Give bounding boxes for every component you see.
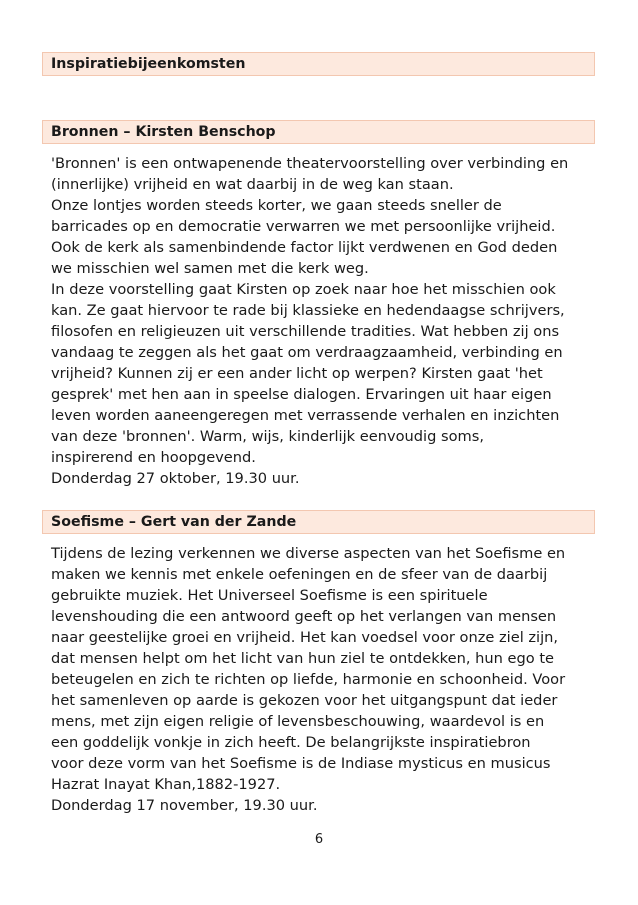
- text-line: van deze 'bronnen'. Warm, wijs, kinderlijk eenvoudig soms,: [51, 428, 484, 445]
- section-heading-inspiratiebijeenkomsten: Inspiratiebijeenkomsten: [42, 52, 595, 76]
- text-line: naar geestelijke groei en vrijheid. Het kan voedsel voor onze ziel zijn,: [51, 629, 559, 646]
- event-date: Donderdag 17 november, 19.30 uur.: [51, 797, 318, 814]
- text-line: het samenleven op aarde is gekozen voor het uitgangspunt dat ieder: [51, 692, 558, 709]
- bronnen-body: [51, 153, 603, 489]
- text-line: barricades op en democratie verwarren we met persoonlijke vrijheid.: [51, 218, 556, 235]
- section-heading-soefisme: Soefisme – Gert van der Zande: [42, 510, 595, 534]
- text-line: filosofen en religieuzen uit verschillende tradities. Wat hebben zij ons: [51, 323, 560, 340]
- text-line: we misschien wel samen met die kerk weg.: [51, 260, 369, 277]
- text-line: dat mensen helpt om het licht van hun ziel te ontdekken, hun ego te: [51, 650, 555, 667]
- text-line: Ook de kerk als samenbindende factor lijkt verdwenen en God deden: [51, 239, 558, 256]
- text-line: mens, met zijn eigen religie of levensbeschouwing, waardevol is en: [51, 713, 545, 730]
- text-line: gesprek' met hen aan in speelse dialogen. Ervaringen uit haar eigen: [51, 386, 552, 403]
- text-line: kan. Ze gaat hiervoor te rade bij klassieke en hedendaagse schrijvers,: [51, 302, 565, 319]
- text-line: vandaag te zeggen als het gaat om verdraagzaamheid, verbinding en: [51, 344, 563, 361]
- text-line: beteugelen en zich te richten op liefde, harmonie en schoonheid. Voor: [51, 671, 566, 688]
- text-line: leven worden aaneengeregen met verrassende verhalen en inzichten: [51, 407, 560, 424]
- text-line: 'Bronnen' is een ontwapenende theatervoorstelling over verbinding en: [51, 155, 569, 172]
- text-line: Onze lontjes worden steeds korter, we gaan steeds sneller de: [51, 197, 502, 214]
- soefisme-body: [51, 543, 603, 816]
- text-line: In deze voorstelling gaat Kirsten op zoek naar hoe het misschien ook: [51, 281, 556, 298]
- page-number: 6: [314, 832, 324, 847]
- text-line: Hazrat Inayat Khan,1882-1927.: [51, 776, 281, 793]
- text-line: gebruikte muziek. Het Universeel Soefisme is een spirituele: [51, 587, 488, 604]
- event-date: Donderdag 27 oktober, 19.30 uur.: [51, 470, 300, 487]
- text-line: een goddelijk vonkje in zich heeft. De belangrijkste inspiratiebron: [51, 734, 531, 751]
- text-line: maken we kennis met enkele oefeningen en de sfeer van de daarbij: [51, 566, 548, 583]
- text-line: vrijheid? Kunnen zij er een ander licht op werpen? Kirsten gaat 'het: [51, 365, 543, 382]
- text-line: voor deze vorm van het Soefisme is de Indiase mysticus en musicus: [51, 755, 551, 772]
- text-line: levenshouding die een antwoord geeft op het verlangen van mensen: [51, 608, 557, 625]
- section-heading-bronnen: Bronnen – Kirsten Benschop: [42, 120, 595, 144]
- text-line: (innerlijke) vrijheid en wat daarbij in de weg kan staan.: [51, 176, 454, 193]
- text-line: Tijdens de lezing verkennen we diverse aspecten van het Soefisme en: [51, 545, 566, 562]
- text-line: inspirerend en hoopgevend.: [51, 449, 256, 466]
